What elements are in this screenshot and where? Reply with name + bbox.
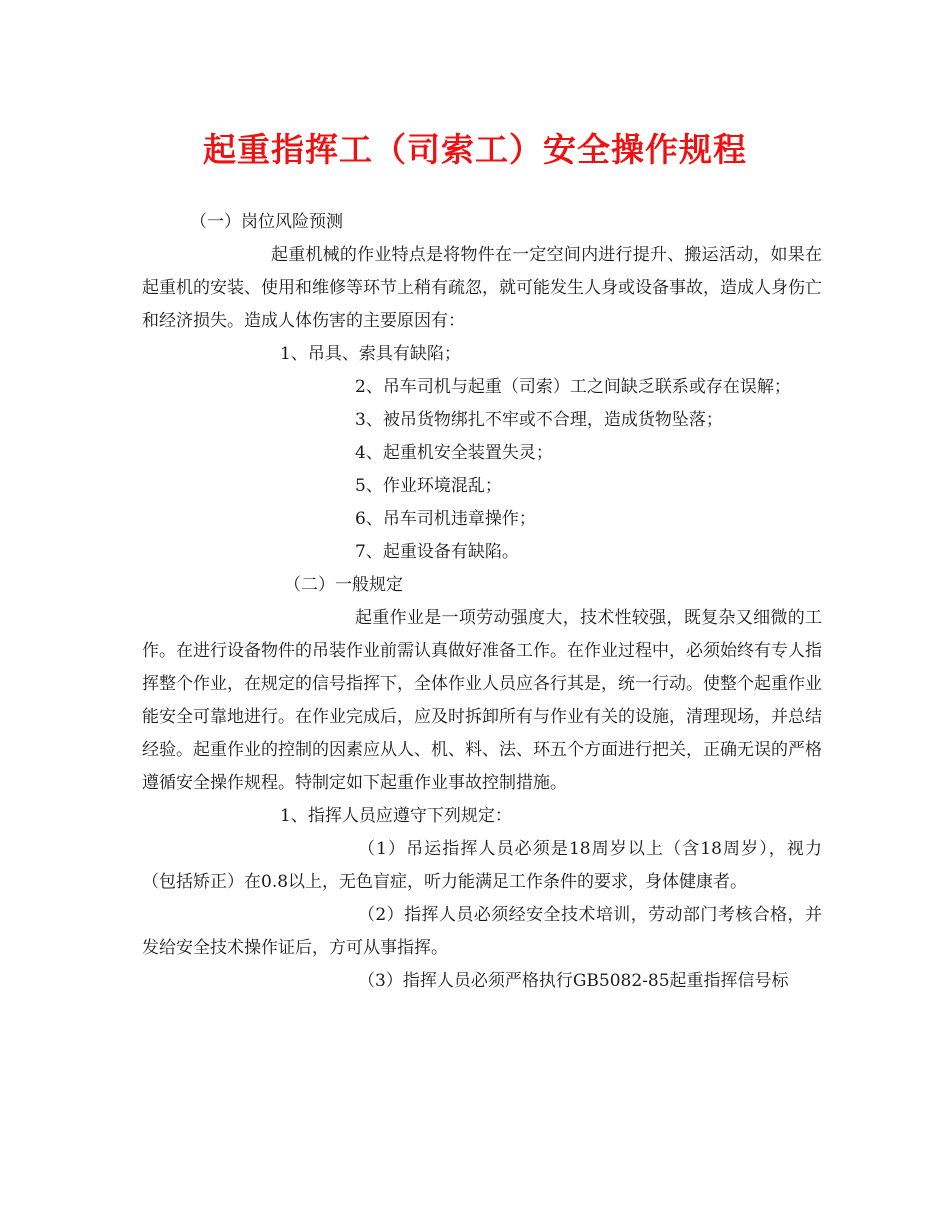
risk-item: 3、被吊货物绑扎不牢或不合理，造成货物坠落；	[355, 410, 723, 430]
risk-intro-paragraph: 起重机械的作业特点是将物件在一定空间内进行提升、搬运活动，如果在起重机的安装、使用和维修等环节上稍有疏忽，就可能发生人身或设备事故，造成人身伤亡和经济损失。造成人体伤害的主要原因有：	[142, 245, 822, 331]
rule-subitem: （1）吊运指挥人员必须是18周岁以上（含18周岁），视力（包括矫正）在0.8以上，无色盲症，听力能满足工作条件的要求，身体健康者。	[142, 839, 822, 892]
rule-subitem: （2）指挥人员必须经安全技术培训，劳动部门考核合格，并发给安全技术操作证后，方可从事指挥。	[142, 905, 822, 958]
risk-item: 2、吊车司机与起重（司索）工之间缺乏联系或存在误解；	[355, 377, 791, 397]
risk-item: 7、起重设备有缺陷。	[355, 542, 519, 562]
section-heading-risk: （一）岗位风险预测	[190, 212, 343, 232]
section-heading-general: （二）一般规定	[284, 575, 403, 595]
document-body	[142, 206, 822, 998]
document-title: 起重指挥工（司索工）安全操作规程	[203, 130, 747, 169]
risk-item: 1、吊具、索具有缺陷；	[280, 344, 461, 364]
rule-heading: 1、指挥人员应遵守下列规定：	[280, 806, 512, 826]
risk-item: 5、作业环境混乱；	[355, 476, 502, 496]
general-intro-paragraph: 起重作业是一项劳动强度大，技术性较强，既复杂又细微的工作。在进行设备物件的吊装作业前需认真做好准备工作。在作业过程中，必须始终有专人指挥整个作业，在规定的信号指挥下，全体作业人员应各行其是，统一行动。使整个起重作业能安全可靠地进行。在作业完成后，应及时拆卸所有与作业有关的设施，清理现场，并总结经验。起重作业的控制的因素应从人、机、料、法、环五个方面进行把关，正确无误的严格遵循安全操作规程。特制定如下起重作业事故控制措施。	[142, 608, 822, 793]
risk-item: 4、起重机安全装置失灵；	[355, 443, 553, 463]
rule-subitem: （3）指挥人员必须严格执行GB5082-85起重指挥信号标	[358, 971, 789, 991]
risk-item: 6、吊车司机违章操作；	[355, 509, 536, 529]
